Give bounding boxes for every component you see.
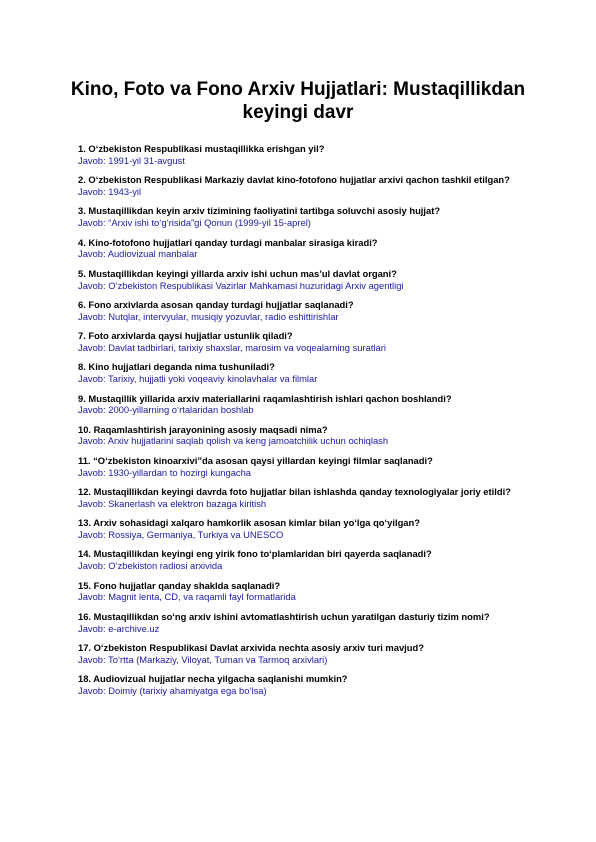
qa-item	[78, 548, 526, 572]
answer-text: Javob: e-archive.uz	[78, 622, 160, 634]
question-text: 4. Kino-fotofono hujjatlari qanday turdagi manbalar sirasiga kiradi?	[78, 236, 378, 248]
answer-text: Javob: Skanerlash va elektron bazaga kiritish	[78, 497, 267, 509]
answer-text: Javob: O‘zbekiston radiosi arxivida	[78, 560, 223, 572]
answer-text: Javob: Rossiya, Germaniya, Turkiya va UNESCO	[78, 529, 284, 541]
qa-item	[78, 424, 526, 448]
qa-item	[78, 330, 526, 354]
answer-text: Javob: Nutqlar, intervyular, musiqiy yozuvlar, radio eshittirishlar	[78, 310, 339, 322]
question-text: 6. Fono arxivlarda asosan qanday turdagi hujjatlar saqlanadi?	[78, 298, 354, 310]
answer-text: Javob: O‘zbekiston Respublikasi Vazirlar Mahkamasi huzuridagi Arxiv agentligi	[78, 279, 404, 291]
qa-item	[78, 580, 526, 604]
qa-item	[78, 143, 526, 167]
question-text: 12. Mustaqillikdan keyingi davrda foto hujjatlar bilan ishlashda qanday texnologiyalar joriy etildi?	[78, 486, 511, 498]
question-text: 18. Audiovizual hujjatlar necha yilgacha saqlanishi mumkin?	[78, 673, 348, 685]
answer-text: Javob: To‘rtta (Markaziy, Viloyat, Tuman va Tarmoq arxivlari)	[78, 653, 328, 665]
question-text: 5. Mustaqillikdan keyingi yillarda arxiv ishi uchun mas’ul davlat organi?	[78, 267, 397, 279]
qa-item	[78, 237, 526, 261]
answer-text: Javob: 1991-yil 31-avgust	[78, 154, 185, 166]
qa-item	[78, 642, 526, 666]
qa-item	[78, 611, 526, 635]
question-list	[78, 143, 526, 704]
question-text: 14. Mustaqillikdan keyingi eng yirik fono to‘plamlaridan biri qayerda saqlanadi?	[78, 548, 432, 560]
question-text: 16. Mustaqillikdan so‘ng arxiv ishini avtomatlashtirish uchun yaratilgan dasturiy tizim nomi?	[78, 610, 490, 622]
question-text: 17. O‘zbekiston Respublikasi Davlat arxivida nechta asosiy arxiv turi mavjud?	[78, 642, 424, 653]
qa-item	[78, 393, 526, 417]
question-text: 7. Foto arxivlarda qaysi hujjatlar ustunlik qiladi?	[78, 330, 293, 342]
qa-item	[78, 174, 526, 198]
answer-text: Javob: Tarixiy, hujjatli yoki voqeaviy kinolavhalar va filmlar	[78, 373, 318, 385]
qa-item	[78, 673, 526, 697]
answer-text: Javob: Magnit lenta, CD, va raqamli fayl formatlarida	[78, 591, 296, 603]
question-text: 2. O‘zbekiston Respublikasi Markaziy davlat kino-fotofono hujjatlar arxivi qachon tashkil etilgan?	[78, 174, 510, 186]
qa-item	[78, 486, 526, 510]
qa-item	[78, 268, 526, 292]
page-title: Kino, Foto va Fono Arxiv Hujjatlari: Mustaqillikdan keyingi davr	[70, 79, 526, 123]
answer-text: Javob: 1930-yillardan to hozirgi kungacha	[78, 466, 252, 478]
answer-text: Javob: Davlat tadbirlari, tarixiy shaxslar, marosim va voqealarning suratlari	[78, 341, 386, 353]
question-text: 9. Mustaqillik yillarida arxiv materiallarini raqamlashtirish ishlari qachon boshlandi?	[78, 392, 452, 404]
qa-item	[78, 455, 526, 479]
answer-text: Javob: 1943-yil	[78, 185, 142, 197]
question-text: 3. Mustaqillikdan keyin arxiv tizimining faoliyatini tartibga soluvchi asosiy hujjat?	[78, 205, 441, 217]
answer-text: Javob: 2000-yillarning o‘rtalaridan boshlab	[78, 404, 254, 416]
answer-text: Javob: Audiovizual manbalar	[78, 248, 198, 260]
question-text: 8. Kino hujjatlari deganda nima tushuniladi?	[78, 361, 275, 373]
answer-text: Javob: Doimiy (tarixiy ahamiyatga ega bo‘lsa)	[78, 684, 267, 696]
question-text: 1. O‘zbekiston Respublikasi mustaqillikka erishgan yil?	[78, 143, 325, 154]
question-text: 13. Arxiv sohasidagi xalqaro hamkorlik asosan kimlar bilan yo‘lga qo‘yilgan?	[78, 517, 420, 529]
qa-item	[78, 299, 526, 323]
qa-item	[78, 517, 526, 541]
answer-text: Javob: Arxiv hujjatlarini saqlab qolish va keng jamoatchilik uchun ochiqlash	[78, 435, 389, 447]
qa-item	[78, 205, 526, 229]
answer-text: Javob: “Arxiv ishi to‘g‘risida”gi Qonun (1999-yil 15-aprel)	[78, 217, 311, 229]
question-text: 10. Raqamlashtirish jarayonining asosiy maqsadi nima?	[78, 423, 328, 435]
question-text: 15. Fono hujjatlar qanday shaklda saqlanadi?	[78, 579, 281, 591]
qa-item	[78, 361, 526, 385]
question-text: 11. “O‘zbekiston kinoarxivi”da asosan qaysi yillardan keyingi filmlar saqlanadi?	[78, 454, 433, 466]
